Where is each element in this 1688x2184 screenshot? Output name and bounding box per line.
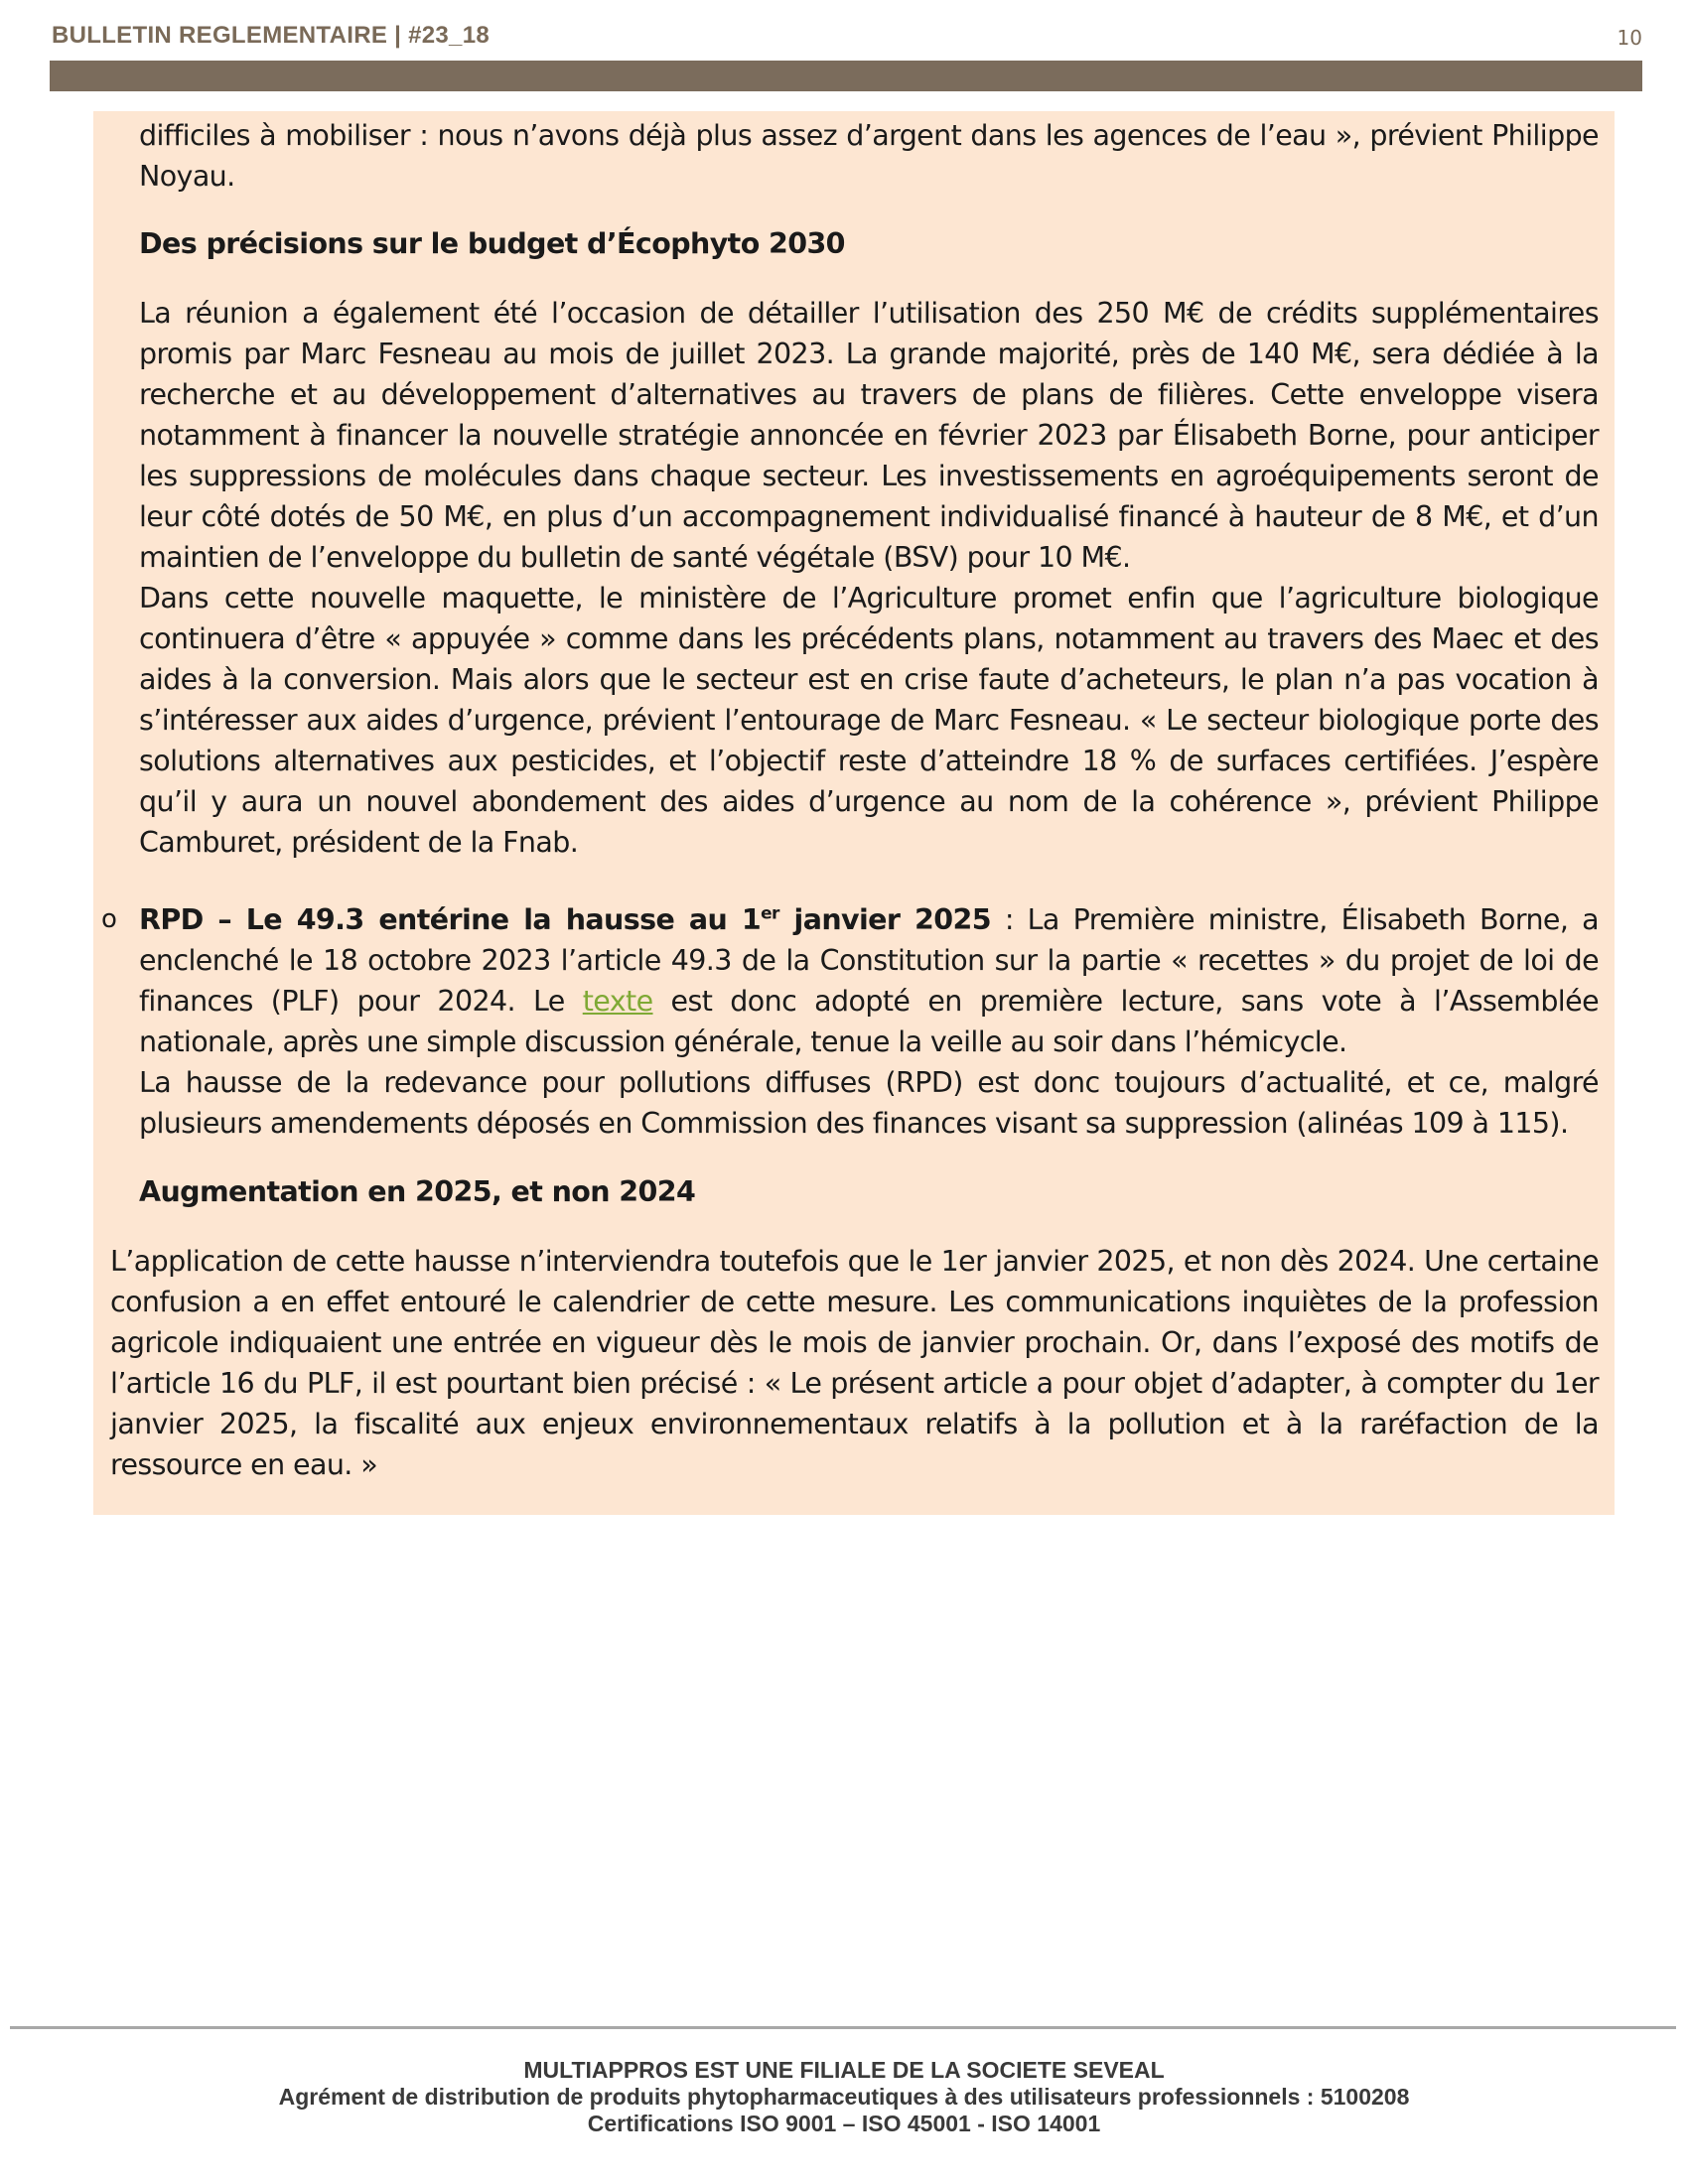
section-heading-ecophyto: Des précisions sur le budget d’Écophyto 2030 [139, 227, 845, 260]
article-content [93, 111, 1615, 1515]
paragraph-budget: La réunion a également été l’occasion de détailler l’utilisation des 250 M€ de crédits supplémentaires promis par Marc Fesneau au mois de juillet 2023. La grande majorité, près de 140 M€, sera dédiée à la recherche et au développement d’alternatives au travers de plans de filières. Cette enveloppe visera notamment à financer la nouvelle stratégie annoncée en février 2023 par Élisabeth Borne, pour anticiper les suppressions de molécules dans chaque secteur. Les investissements en agroéquipements seront de leur côté dotés de 50 M€, en plus d’un accompagnement individualisé financé à hauteur de 8 M€, et d’un maintien de l’enveloppe du bulletin de santé végétale (BSV) pour 10 M€. [139, 297, 1599, 574]
footer-divider [10, 2026, 1676, 2029]
footer-line-2: Agrément de distribution de produits phytopharmaceutiques à des utilisateurs professionnels : 5100208 [278, 2084, 1410, 2110]
rpd-text-a: : La Première ministre, Élisabeth Borne, a enclenché le 18 octobre 2023 l’article 49.3 de la Constitution sur la partie « recettes » du projet de loi de finances (PLF) pour 2024. Le [139, 903, 1599, 1018]
section-heading-augmentation: Augmentation en 2025, et non 2024 [139, 1175, 696, 1208]
footer [0, 2057, 1688, 2137]
rpd-title-superscript: er [761, 903, 779, 924]
header-bar [50, 61, 1642, 91]
rpd-title-part1: RPD – Le 49.3 entérine la hausse au 1 [139, 903, 762, 936]
paragraph-bio: Dans cette nouvelle maquette, le ministère de l’Agriculture promet enfin que l’agriculture biologique continuera d’être « appuyée » comme dans les précédents plans, notamment au travers des Maec et des aides à la conversion. Mais alors que le secteur est en crise faute d’acheteurs, le plan n’a pas vocation à s’intéresser aux aides d’urgence, prévient l’entourage de Marc Fesneau. « Le secteur biologique porte des solutions alternatives aux pesticides, et l’objectif reste d’atteindre 18 % de surfaces certifiées. J’espère qu’il y aura un nouvel abondement des aides d’urgence au nom de la cohérence », prévient Philippe Camburet, président de la Fnab. [139, 582, 1599, 859]
rpd-title [139, 903, 991, 936]
paragraph-rpd-hausse: La hausse de la redevance pour pollutions diffuses (RPD) est donc toujours d’actualité, et ce, malgré plusieurs amendements déposés en Commission des finances visant sa suppression (alinéas 109 à 115). [139, 1066, 1599, 1140]
texte-link[interactable]: texte [582, 985, 653, 1018]
bullet-marker: o [101, 904, 117, 934]
rpd-text-b: est donc adopté en première lecture, sans vote à l’Assemblée nationale, après une simple discussion générale, tenue la veille au soir dans l’hémicycle. [139, 985, 1599, 1058]
bullet-rpd [139, 899, 1599, 1062]
paragraph-application: L’application de cette hausse n’interviendra toutefois que le 1er janvier 2025, et non dès 2024. Une certaine confusion a en effet entouré le calendrier de cette mesure. Les communications inquiètes de la profession agricole indiquaient une entrée en vigueur dès le mois de janvier prochain. Or, dans l’exposé des motifs de l’article 16 du PLF, il est pourtant bien précisé : « Le présent article a pour objet d’adapter, à compter du 1er janvier 2025, la fiscalité aux enjeux environnementaux relatifs à la pollution et à la raréfaction de la ressource en eau. » [110, 1245, 1599, 1481]
page-number: 10 [1617, 26, 1642, 50]
bulletin-header-title: BULLETIN REGLEMENTAIRE | #23_18 [52, 22, 490, 49]
paragraph-intro: difficiles à mobiliser : nous n’avons déjà plus assez d’argent dans les agences de l’eau », prévient Philippe Noyau. [139, 119, 1599, 193]
footer-line-1: MULTIAPPROS EST UNE FILIALE DE LA SOCIETE SEVEAL [523, 2057, 1165, 2083]
rpd-title-part2: janvier 2025 [778, 903, 991, 936]
footer-line-3: Certifications ISO 9001 – ISO 45001 - ISO 14001 [587, 2111, 1101, 2136]
